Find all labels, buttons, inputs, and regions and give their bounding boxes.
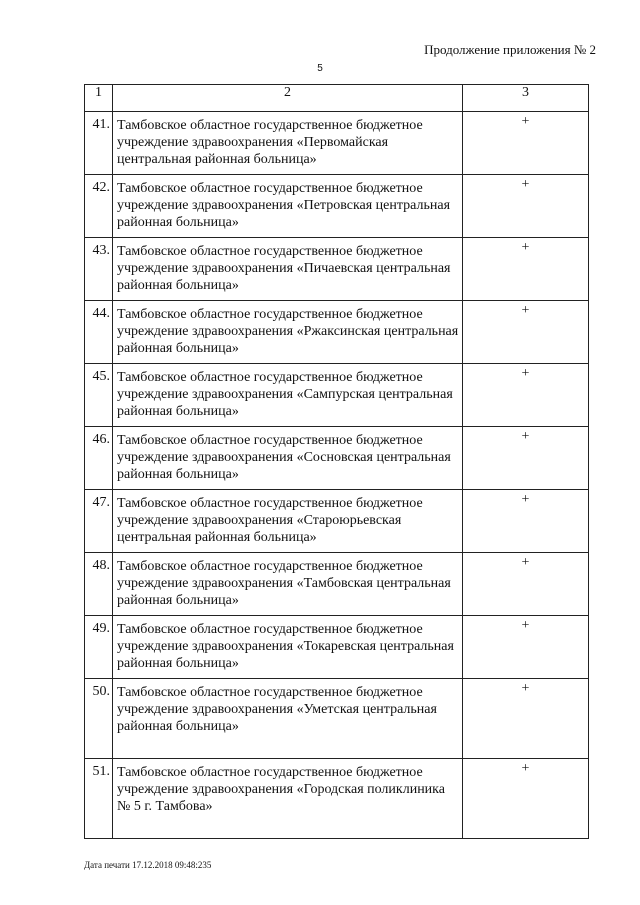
institutions-table (84, 84, 589, 839)
row-number: 51. (85, 759, 113, 839)
institution-name: Тамбовское областное государственное бюджетное учреждение здравоохранения «Пичаевская центральная районная больница» (113, 238, 463, 301)
row-number: 42. (85, 175, 113, 238)
row-number: 49. (85, 616, 113, 679)
column-header-2: 2 (113, 85, 463, 112)
inclusion-mark: + (463, 490, 589, 553)
row-number: 48. (85, 553, 113, 616)
row-number: 43. (85, 238, 113, 301)
inclusion-mark: + (463, 175, 589, 238)
inclusion-mark: + (463, 112, 589, 175)
inclusion-mark: + (463, 616, 589, 679)
institution-name: Тамбовское областное государственное бюджетное учреждение здравоохранения «Уметская центральная районная больница» (113, 679, 463, 759)
column-header-3: 3 (463, 85, 589, 112)
table-row (85, 301, 589, 364)
table-row (85, 364, 589, 427)
inclusion-mark: + (463, 301, 589, 364)
continuation-note: Продолжение приложения № 2 (424, 42, 596, 57)
institution-name: Тамбовское областное государственное бюджетное учреждение здравоохранения «Староюрьевская центральная районная больница» (113, 490, 463, 553)
institution-name: Тамбовское областное государственное бюджетное учреждение здравоохранения «Сампурская центральная районная больница» (113, 364, 463, 427)
row-number: 45. (85, 364, 113, 427)
institution-name: Тамбовское областное государственное бюджетное учреждение здравоохранения «Токаревская центральная районная больница» (113, 616, 463, 679)
institution-name: Тамбовское областное государственное бюджетное учреждение здравоохранения «Первомайская центральная районная больница» (113, 112, 463, 175)
institution-name: Тамбовское областное государственное бюджетное учреждение здравоохранения «Городская поликлиника № 5 г. Тамбова» (113, 759, 463, 839)
table-row (85, 553, 589, 616)
inclusion-mark: + (463, 427, 589, 490)
row-number: 50. (85, 679, 113, 759)
table-row (85, 238, 589, 301)
institution-name: Тамбовское областное государственное бюджетное учреждение здравоохранения «Ржаксинская центральная районная больница» (113, 301, 463, 364)
table-row (85, 175, 589, 238)
inclusion-mark: + (463, 238, 589, 301)
table-row (85, 427, 589, 490)
inclusion-mark: + (463, 679, 589, 759)
row-number: 44. (85, 301, 113, 364)
table-row (85, 112, 589, 175)
inclusion-mark: + (463, 553, 589, 616)
row-number: 47. (85, 490, 113, 553)
institution-name: Тамбовское областное государственное бюджетное учреждение здравоохранения «Тамбовская центральная районная больница» (113, 553, 463, 616)
row-number: 46. (85, 427, 113, 490)
table-row (85, 679, 589, 759)
table-row (85, 616, 589, 679)
print-date: Дата печати 17.12.2018 09:48:235 (84, 860, 212, 870)
row-number: 41. (85, 112, 113, 175)
institution-name: Тамбовское областное государственное бюджетное учреждение здравоохранения «Сосновская центральная районная больница» (113, 427, 463, 490)
table-row (85, 759, 589, 839)
table-row (85, 490, 589, 553)
inclusion-mark: + (463, 759, 589, 839)
table-header-row (85, 85, 589, 112)
institution-name: Тамбовское областное государственное бюджетное учреждение здравоохранения «Петровская центральная районная больница» (113, 175, 463, 238)
column-header-1: 1 (85, 85, 113, 112)
page-number: 5 (317, 63, 323, 74)
inclusion-mark: + (463, 364, 589, 427)
